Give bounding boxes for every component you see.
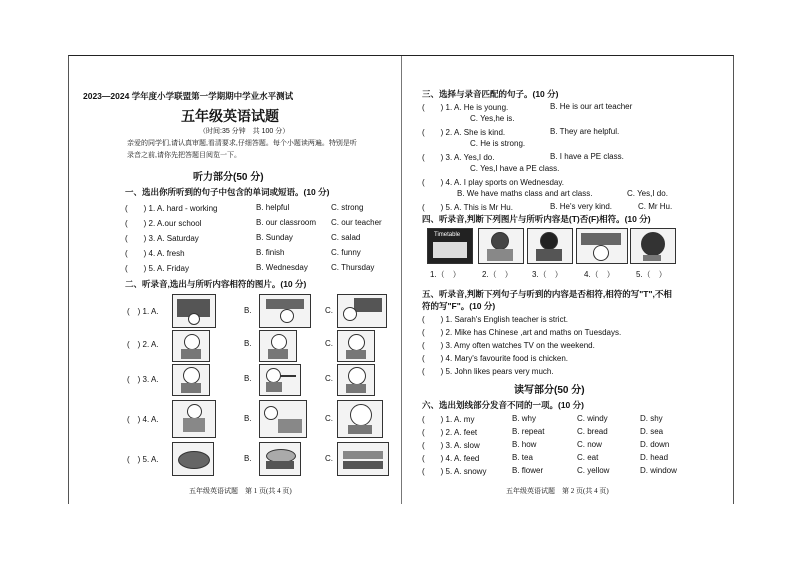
s3-q1-c: C. Yes,he is. [470, 114, 515, 123]
s3-q2-a: ( ) 2. A. She is kind. [422, 128, 506, 137]
page-1 [69, 56, 402, 504]
s1-q3-b: B. Sunday [256, 233, 293, 242]
s6-q2-d: D. sea [640, 427, 664, 436]
s6-q1-b: B. why [512, 414, 537, 423]
s1-q2-c: C. our teacher [331, 218, 382, 227]
s5-q5: ( ) 5. John likes pears very much. [422, 367, 554, 376]
s6-q4-b: B. tea [512, 453, 533, 462]
s1-q2: ( ) 2. A.our school [125, 219, 202, 228]
page-1-footer: 五年级英语试题 第 1 页(共 4 页) [189, 487, 292, 495]
s6-q4-c: C. eat [577, 453, 599, 462]
s6-q2-c: C. bread [577, 427, 608, 436]
intro-line-2: 录音之前,请你先把答题目阅览一下。 [127, 152, 241, 159]
intro-line-1: 亲爱的同学们,请认真审题,看清要求,仔细答题。每个小题读两遍。特别是听 [127, 140, 357, 147]
s3-q2-b: B. They are helpful. [550, 127, 620, 136]
s6-q3-d: D. down [640, 440, 670, 449]
s6-q2-b: B. repeat [512, 427, 545, 436]
s2-q4-b-label: B. [244, 414, 252, 423]
section-5-heading-1: 五、听录音,判断下列句子与听到的内容是否相符,相符的写"T",不相 [422, 289, 672, 299]
s6-q4: ( ) 4. A. feed [422, 454, 480, 463]
s6-q3-b: B. how [512, 440, 537, 449]
s2-q3-picture-b[interactable] [259, 364, 301, 396]
s3-q5-a: ( ) 5. A. This is Mr Hu. [422, 203, 513, 212]
s2-q2-picture-a[interactable] [172, 330, 210, 362]
s6-q2: ( ) 2. A. feet [422, 428, 478, 437]
s1-q3-c: C. salad [331, 233, 361, 242]
s2-q4: ( ) 4. A. [127, 415, 159, 424]
section-3-heading: 三、选择与录音匹配的句子。(10 分) [422, 89, 559, 99]
s2-q3-c-label: C. [325, 374, 333, 383]
s2-q4-picture-b[interactable] [259, 400, 307, 438]
s2-q4-picture-a[interactable] [172, 400, 216, 438]
s1-q5-b: B. Wednesday [256, 263, 308, 272]
s5-q1: ( ) 1. Sarah's English teacher is strict. [422, 315, 569, 324]
s4-picture-4[interactable] [576, 228, 628, 264]
s1-q3: ( ) 3. A. Saturday [125, 234, 199, 243]
s4-answer-3[interactable]: 3.（ ） [532, 270, 563, 279]
section-4-heading: 四、听录音,判断下列图片与所听内容是(T)否(F)相符。(10 分) [422, 214, 651, 224]
s2-q3: ( ) 3. A. [127, 375, 159, 384]
s3-q5-c: C. Mr Hu. [638, 202, 673, 211]
s3-q1-a: ( ) 1. A. He is young. [422, 103, 509, 112]
s2-q3-picture-a[interactable] [172, 364, 210, 396]
s6-q4-d: D. head [640, 453, 669, 462]
section-2-heading: 二、听录音,选出与所听内容相符的图片。(10 分) [125, 279, 307, 289]
s6-q1: ( ) 1. A. my [422, 415, 475, 424]
s2-q2-c-label: C. [325, 339, 333, 348]
s6-q3-c: C. now [577, 440, 602, 449]
s3-q4-b: B. We have maths class and art class. [457, 189, 593, 198]
page-2-footer: 五年级英语试题 第 2 页(共 4 页) [506, 487, 609, 495]
s4-picture-1[interactable] [427, 228, 473, 264]
s4-answer-2[interactable]: 2.（ ） [482, 270, 513, 279]
s2-q4-picture-c[interactable] [337, 400, 383, 438]
page-2 [402, 56, 733, 504]
s3-q4-c: C. Yes,I do. [627, 189, 668, 198]
s4-answer-4[interactable]: 4.（ ） [584, 270, 615, 279]
s1-q4-c: C. funny [331, 248, 361, 257]
exam-title: 五年级英语试题 [181, 109, 279, 125]
s1-q4-b: B. finish [256, 248, 285, 257]
s1-q5-c: C. Thursday [331, 263, 375, 272]
listening-part-title: 听力部分(50 分) [193, 172, 264, 183]
s2-q2-picture-c[interactable] [337, 330, 375, 362]
s4-answer-5[interactable]: 5.（ ） [636, 270, 667, 279]
s6-q5-c: C. yellow [577, 466, 610, 475]
s5-q4: ( ) 4. Mary's favourite food is chicken. [422, 354, 569, 363]
s1-q4: ( ) 4. A. fresh [125, 249, 185, 258]
s1-q5: ( ) 5. A. Friday [125, 264, 190, 273]
s6-q5: ( ) 5. A. snowy [422, 467, 487, 476]
s4-picture-1-text: Timetable [434, 232, 461, 238]
s3-q2-c: C. He is strong. [470, 139, 526, 148]
s2-q1-picture-a[interactable] [172, 294, 216, 328]
s3-q5-b: B. He's very kind. [550, 202, 612, 211]
s2-q5-picture-a[interactable] [172, 442, 214, 476]
s6-q1-c: C. windy [577, 414, 608, 423]
s1-q2-b: B. our classroom [256, 218, 317, 227]
s2-q5-c-label: C. [325, 454, 333, 463]
s4-picture-5[interactable] [630, 228, 676, 264]
s2-q1-picture-b[interactable] [259, 294, 311, 328]
s3-q3-c: C. Yes,I have a PE class. [470, 164, 560, 173]
s2-q2-picture-b[interactable] [259, 330, 297, 362]
s2-q3-b-label: B. [244, 374, 252, 383]
s2-q5-picture-b[interactable] [259, 442, 301, 476]
s1-q1: ( ) 1. A. hard - working [125, 204, 218, 213]
exam-header: 2023—2024 学年度小学联盟第一学期期中学业水平测试 [83, 91, 294, 101]
s2-q5-picture-c[interactable] [337, 442, 389, 476]
s1-q1-c: C. strong [331, 203, 364, 212]
s2-q2: ( ) 2. A. [127, 340, 159, 349]
s3-q4-a: ( ) 4. A. I play sports on Wednesday. [422, 178, 564, 187]
s2-q2-b-label: B. [244, 339, 252, 348]
section-6-heading: 六、选出划线部分发音不同的一项。(10 分) [422, 400, 584, 410]
s2-q4-c-label: C. [325, 414, 333, 423]
section-1-heading: 一、选出你所听到的句子中包含的单词或短语。(10 分) [125, 187, 330, 197]
s3-q3-b: B. I have a PE class. [550, 152, 624, 161]
s2-q1-picture-c[interactable] [337, 294, 387, 328]
s6-q5-b: B. flower [512, 466, 544, 475]
s2-q1-c-label: C. [325, 306, 333, 315]
s2-q1: ( ) 1. A. [127, 307, 159, 316]
s4-picture-3[interactable] [527, 228, 573, 264]
s4-answer-1[interactable]: 1.（ ） [430, 270, 461, 279]
s6-q5-d: D. window [640, 466, 677, 475]
s6-q1-d: D. shy [640, 414, 663, 423]
s2-q5-b-label: B. [244, 454, 252, 463]
s3-q1-b: B. He is our art teacher [550, 102, 633, 111]
section-5-heading-2: 符的写"F"。(10 分) [422, 301, 496, 311]
s1-q1-b: B. helpful [256, 203, 290, 212]
s2-q1-b-label: B. [244, 306, 252, 315]
s3-q3-a: ( ) 3. A. Yes,I do. [422, 153, 495, 162]
reading-part-title: 读写部分(50 分) [514, 385, 585, 396]
s2-q5: ( ) 5. A. [127, 455, 159, 464]
s5-q2: ( ) 2. Mike has Chinese ,art and maths on Tuesdays. [422, 328, 622, 337]
exam-sheet [68, 55, 734, 504]
s4-picture-2[interactable] [478, 228, 524, 264]
s6-q3: ( ) 3. A. slow [422, 441, 480, 450]
exam-meta: （时间:35 分钟 共 100 分） [199, 128, 290, 135]
s5-q3: ( ) 3. Amy often watches TV on the weekend. [422, 341, 595, 350]
s2-q3-picture-c[interactable] [337, 364, 375, 396]
